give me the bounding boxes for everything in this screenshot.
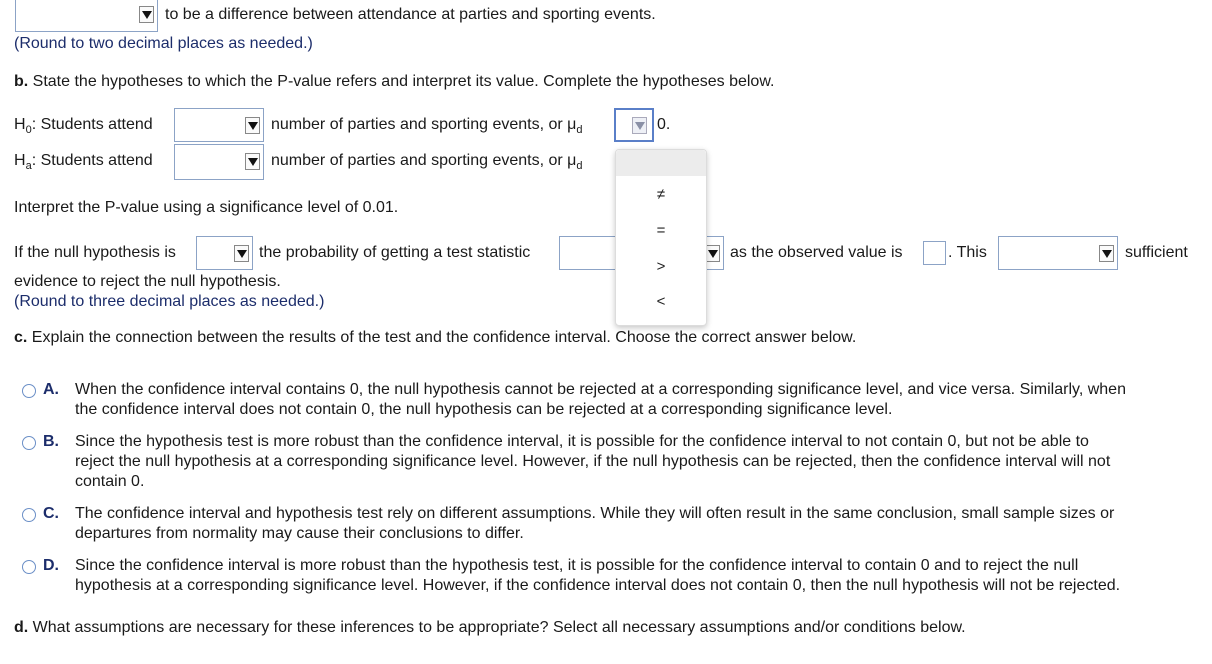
part-a-text: to be a difference between attendance at parties and sporting events. — [165, 6, 656, 23]
radio-a[interactable] — [22, 384, 36, 398]
chevron-down-icon — [705, 245, 720, 262]
menu-option-greater[interactable]: > — [656, 258, 666, 275]
option-a-letter: A. — [43, 381, 59, 398]
interpret-text: Interpret the P-value using a significance level of 0.01. — [14, 199, 399, 216]
chevron-down-icon — [234, 245, 249, 262]
null-line-text-2: the probability of getting a test statistic — [259, 244, 531, 261]
menu-option-equal[interactable]: = — [656, 222, 666, 239]
part-b-note: (Round to three decimal places as needed.) — [14, 293, 325, 310]
option-a-text: When the confidence interval contains 0, the null hypothesis cannot be rejected at a corresponding significance level, and vice versa. Similarly, when the confidence interval does not contain 0, the null hypothesis can be rejected at a corresponding significance level. — [75, 381, 1126, 418]
h0-attend-dropdown[interactable] — [174, 108, 264, 142]
option-b-text: Since the hypothesis test is more robust than the confidence interval, it is possible for the confidence interval to not contain 0, but not be able to reject the null hypothesis at a corresponding significance level. However, if the null hypothesis can be rejected, then the confidence interval will not contain 0. — [75, 433, 1111, 490]
option-d-text: Since the confidence interval is more robust than the hypothesis test, it is possible for the confidence interval to contain 0 and to reject the null hypothesis at a corresponding significance level. However, if the confidence interval does not contain 0, then the null hypothesis will not be rejected. — [75, 557, 1121, 594]
chevron-down-icon — [245, 117, 260, 134]
part-b-heading: b. State the hypotheses to which the P-value refers and interpret its value. Complete the hypotheses below. — [14, 73, 775, 90]
h0-suffix: number of parties and sporting events, or $\mu_d$ — [271, 116, 583, 137]
h0-value: 0. — [657, 116, 671, 133]
evidence-text: evidence to reject the null hypothesis. — [14, 273, 281, 290]
relation-dropdown-menu — [615, 149, 707, 326]
chevron-down-icon — [632, 117, 647, 134]
menu-option-less[interactable]: < — [656, 293, 666, 310]
radio-b[interactable] — [22, 436, 36, 450]
option-d-letter: D. — [43, 557, 59, 574]
chevron-down-icon — [139, 6, 154, 23]
part-d-heading: d. What assumptions are necessary for these inferences to be appropriate? Select all necessary assumptions and/or conditions below. — [14, 619, 966, 636]
menu-option-not-equal[interactable]: ≠ — [656, 186, 666, 203]
null-hypothesis-dropdown[interactable] — [196, 236, 253, 270]
ha-attend-dropdown[interactable] — [174, 144, 264, 180]
chevron-down-icon — [245, 153, 260, 170]
null-line-text-5: sufficient — [1125, 244, 1188, 261]
null-line-text-3: as the observed value is — [730, 244, 903, 261]
ha-suffix: number of parties and sporting events, or $\mu_d$ — [271, 152, 583, 173]
radio-c[interactable] — [22, 508, 36, 522]
null-line-text-1: If the null hypothesis is — [14, 244, 176, 261]
h0-relation-dropdown[interactable] — [614, 108, 654, 142]
chevron-down-icon — [1099, 245, 1114, 262]
radio-d[interactable] — [22, 560, 36, 574]
null-line-text-4: . This — [948, 244, 987, 261]
option-c-text: The confidence interval and hypothesis test rely on different assumptions. While they will often result in the same conclusion, small sample sizes or departures from normality may cause their conclusions to differ. — [75, 505, 1115, 542]
p-value-input[interactable] — [923, 241, 946, 265]
part-a-dropdown[interactable] — [15, 0, 158, 32]
menu-blank-option[interactable] — [616, 150, 706, 176]
option-b-letter: B. — [43, 433, 59, 450]
part-c-heading: c. Explain the connection between the results of the test and the confidence interval. Choose the correct answer below. — [14, 329, 857, 346]
part-a-note: (Round to two decimal places as needed.) — [14, 35, 313, 52]
h0-label: $H_0$: Students attend — [14, 116, 153, 137]
sufficient-dropdown[interactable] — [998, 236, 1118, 270]
option-c-letter: C. — [43, 505, 59, 522]
ha-label: $H_a$: Students attend — [14, 152, 153, 173]
